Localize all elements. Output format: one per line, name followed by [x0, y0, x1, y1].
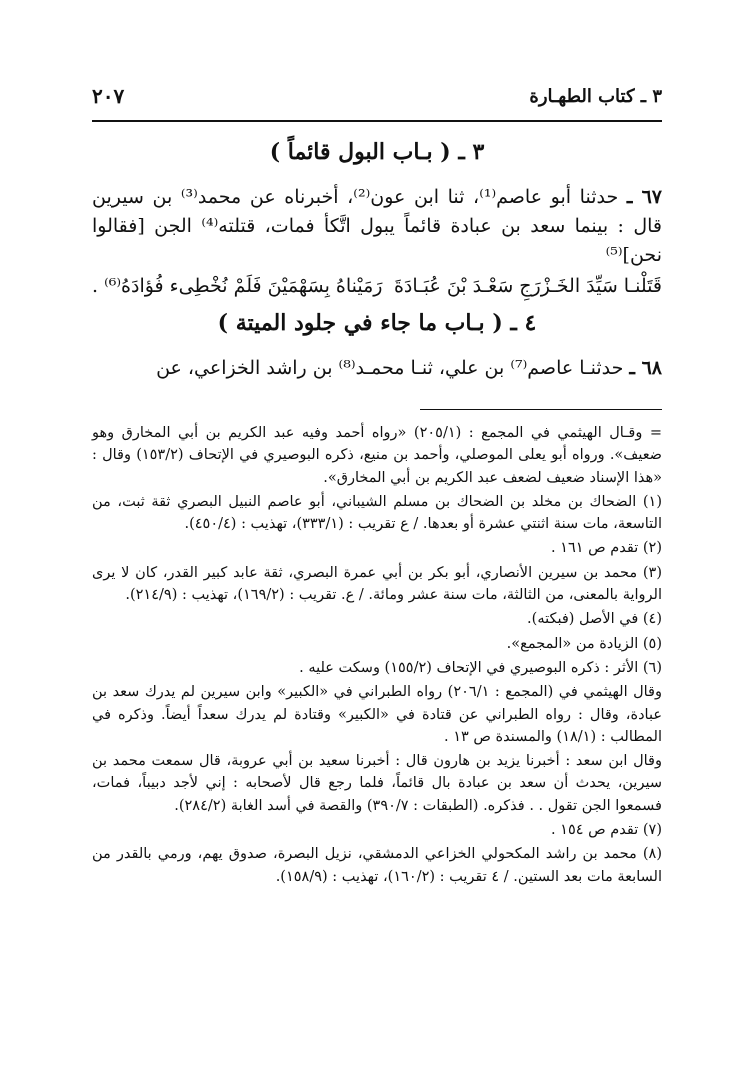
- main-text: [92, 130, 662, 389]
- verse-second-hemistich: رَمَيْناهُ بِسَهْمَيْنَ فَلَمْ نُخْطِىء فُؤادَهُ⁽⁶⁾ .: [92, 275, 383, 297]
- hadith-67: [92, 183, 662, 301]
- footnote-continuation: = وقـال الهيثمي في المجمع : (٢٠٥/١) «رواه أحمد وفيه عبد الكريم بن أبي المخارق وهو ضعيف». ورواه أبو يعلى الموصلي، وأحمد بن منيع، ذكره البوصيري في الإتحاف (١٥٣/٢) وقال : «هذا الإسناد ضعيف لضعف عبد الكريم بن أبي المخارق».: [92, 425, 662, 486]
- footnote-5: (٥) الزيادة من «المجمع».: [506, 635, 662, 652]
- footnote-1: (١) الضحاك بن مخلد بن الضحاك بن مسلم الشيباني، أبو عاصم النبيل البصري ثقة ثبت، من التاسعة، مات سنة اثنتي عشرة أو بعدها. / ع تقريب : (٣٣٣/١)، تهذيب : (٤٥٠/٤).: [92, 493, 662, 533]
- hadith-number: ٦٨ ـ: [629, 357, 662, 379]
- footnote-separator: [420, 409, 662, 410]
- hadith-number: ٦٧ ـ: [626, 186, 663, 208]
- poem-verse: [92, 272, 662, 301]
- hadith-text: حدثنا أبو عاصم⁽¹⁾، ثنا ابن عون⁽²⁾، أخبرناه عن محمد⁽³⁾ بن سيرين قال : بينما سعد بن عبادة قائماً يبول اتَّكأ فمات، قتلته⁽⁴⁾ الجن [فقالوا نحن]⁽⁵⁾: [92, 186, 662, 266]
- header-rule: [92, 120, 662, 122]
- page-header: [92, 82, 662, 110]
- footnotes: [92, 422, 662, 890]
- footnote-4: (٤) في الأصل (فبكته).: [527, 611, 662, 628]
- chapter-heading-dead-animal-skins: ٤ ـ ( بـاب ما جاء في جلود الميتة ): [217, 310, 537, 336]
- footnote-7: (٧) تقدم ص ١٥٤ .: [550, 822, 662, 839]
- footnote-2: (٢) تقدم ص ١٦١ .: [550, 540, 662, 557]
- footnote-6-ibn-saad: وقال ابن سعد : أخبرنا يزيد بن هارون قال : أخبرنا سعيد بن أبي عروبة، قال سمعت محمد بن سيرين، يحدث أن سعد بن عبادة بال قائماً، فلما رجع قال لأصحابه : إني لأجد دبيباً، فمات، فسمعوا الجن تقول . . فذكره. (الطبقات : ٣٩٠/٧) والقصة في أسد الغابة (٢٨٤/٢).: [92, 753, 662, 814]
- footnote-3: (٣) محمد بن سيرين الأنصاري، أبو بكر بن أبي عمرة البصري، ثقة عابد كبير القدر، كان لا يرى الرواية بالمعنى، من الثالثة، مات سنة عشر ومائة. / ع. تقريب : (١٦٩/٢)، تهذيب : (٢١٤/٩).: [92, 564, 662, 604]
- hadith-68: [92, 354, 662, 383]
- footnote-8: (٨) محمد بن راشد المكحولي الخزاعي الدمشقي، نزيل البصرة، صدوق يهم، ورمي بالقدر من السابعة مات بعد الستين. / ٤ تقريب : (١٦٠/٢)، تهذيب : (١٥٨/٩).: [92, 846, 662, 885]
- hadith-text: حدثنـا عاصم⁽⁷⁾ بن علي، ثنـا محمـد⁽⁸⁾ بن راشد الخزاعي، عن: [156, 357, 624, 379]
- verse-first-hemistich: قَتَلْنـا سَيِّدَ الخَـزْرَجِ سَعْـدَ بْنَ عُبَـادَةَ: [393, 275, 662, 297]
- footnote-6: (٦) الأثر : ذكره البوصيري في الإتحاف (١٥٥/٢) وسكت عليه .: [299, 659, 662, 676]
- chapter-heading-urinating-standing: ٣ ـ ( بـاب البول قائماً ): [269, 139, 485, 165]
- page-number: ٢٠٧: [92, 84, 125, 108]
- running-title: ٣ ـ كتاب الطهـارة: [529, 85, 662, 107]
- footnote-6-haythami: وقال الهيثمي في (المجمع : ٢٠٦/١) رواه الطبراني في «الكبير» وابن سيرين لم يدرك سعد بن عبادة، وقال : رواه الطبراني عن قتادة في «الكبير» وقتادة لم يدرك سعداً أيضاً. وذكره في المطالب : (١٨/١) والمسندة ص ١٣ .: [92, 684, 662, 745]
